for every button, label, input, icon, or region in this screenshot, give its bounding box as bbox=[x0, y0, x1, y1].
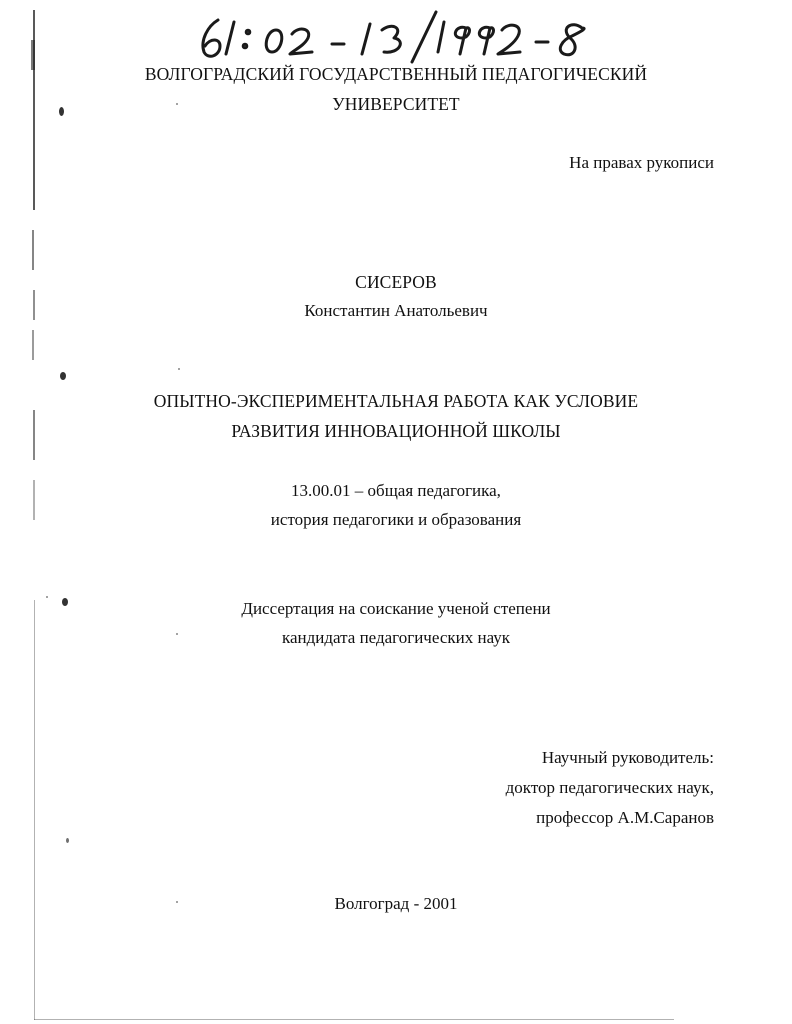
degree-line1: Диссертация на соискание ученой степени bbox=[241, 599, 551, 618]
thesis-title-line1: ОПЫТНО-ЭКСПЕРИМЕНТАЛЬНАЯ РАБОТА КАК УСЛОВИЕ bbox=[153, 391, 639, 411]
specialty-code-line2: история педагогики и образования bbox=[270, 510, 522, 529]
degree-line2: кандидата педагогических наук bbox=[281, 628, 511, 647]
supervisor-degree: доктор педагогических наук, bbox=[505, 778, 714, 797]
thesis-title-line2: РАЗВИТИЯ ИННОВАЦИОННОЙ ШКОЛЫ bbox=[231, 421, 561, 441]
institution-name-line1: ВОЛГОГРАДСКИЙ ГОСУДАРСТВЕННЫЙ ПЕДАГОГИЧЕСКИЙ bbox=[144, 64, 648, 84]
specialty-code-line1: 13.00.01 – общая педагогика, bbox=[291, 481, 501, 500]
place-and-year: Волгоград - 2001 bbox=[334, 894, 458, 913]
supervisor-label: Научный руководитель: bbox=[541, 748, 714, 767]
manuscript-rights-note: На правах рукописи bbox=[569, 153, 714, 172]
author-given-names: Константин Анатольевич bbox=[304, 301, 488, 320]
supervisor-name: профессор А.М.Саранов bbox=[536, 808, 714, 827]
handwritten-archive-number bbox=[190, 6, 610, 64]
institution-name-line2: УНИВЕРСИТЕТ bbox=[332, 94, 460, 114]
author-surname: СИСЕРОВ bbox=[355, 272, 437, 292]
